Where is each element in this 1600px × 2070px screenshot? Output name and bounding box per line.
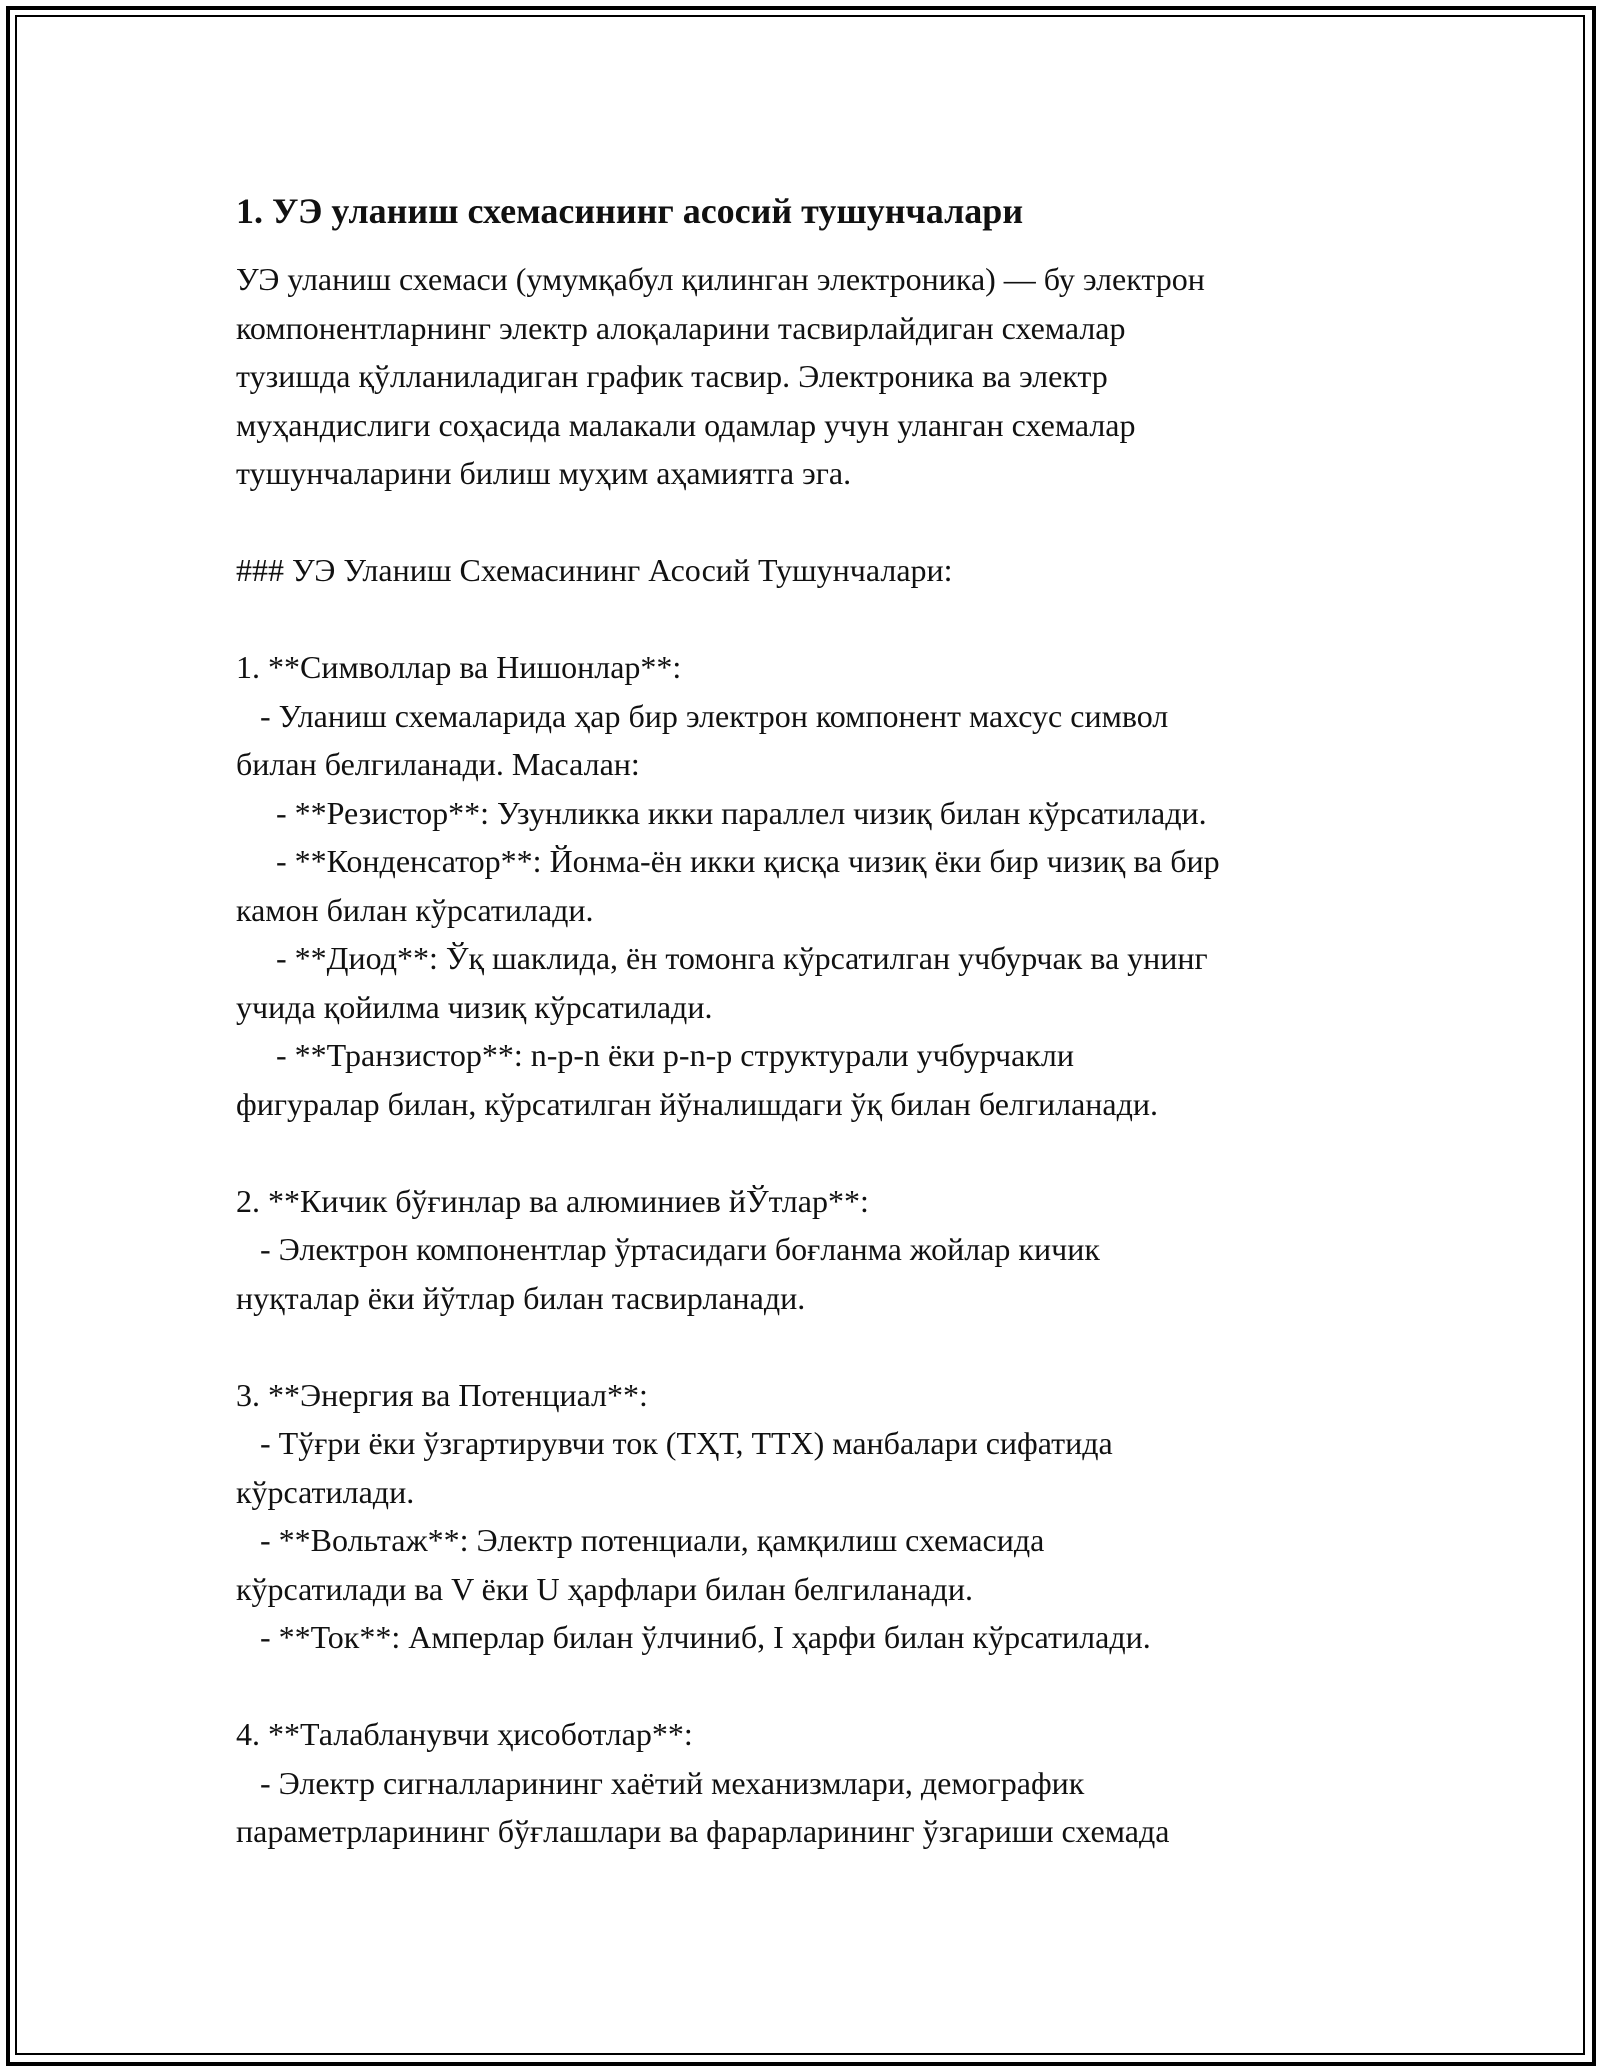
blank-line [236,1322,1376,1371]
text-line: параметрларининг бўғлашлари ва фарарларининг ўзгариши схемада [236,1813,1170,1849]
blank-line [236,498,1376,547]
text-line: нуқталар ёки йўтлар билан тасвирланади. [236,1279,806,1316]
blank-line [236,595,1376,644]
section-heading: 1. УЭ уланиш схемасининг асосий тушунчалари [236,191,1024,231]
text-line: 4. **Талабланувчи ҳисоботлар**: [236,1716,693,1752]
text-line: кўрсатилади. [236,1473,415,1510]
text-line: - Уланиш схемаларида ҳар бир электрон компонент махсус символ [236,697,1169,734]
text-line: - Электрон компонентлар ўртасидаги боғланма жойлар кичик [236,1231,1100,1267]
text-line: - **Конденсатор**: Йонма-ён икки қисқа чизиқ ёки бир чизиқ ва бир [236,843,1220,879]
text-line: - **Резистор**: Узунликка икки параллел чизиқ билан кўрсатилади. [236,794,1207,831]
text-line: - Электр сигналларининг хаётий механизмлари, демографик [236,1764,1085,1801]
text-line: билан белгиланади. Масалан: [236,746,640,782]
text-line: камон билан кўрсатилади. [236,891,594,928]
text-line: 1. **Символлар ва Нишонлар**: [236,649,682,685]
blank-line [236,1662,1376,1711]
text-line: 2. **Кичик бўғинлар ва алюминиев йЎтлар**: [236,1182,869,1219]
text-line: - **Транзистор**: n-p-n ёки p-n-p структурали учбурчакли [236,1037,1074,1073]
paragraph-lines [236,255,1376,1856]
text-line: ### УЭ Уланиш Схемасининг Асосий Тушунчалари: [236,552,953,588]
text-line: - Тўғри ёки ўзгартирувчи ток (ТҲТ, ТТХ) манбалари сифатида [236,1425,1113,1461]
text-line: - **Ток**: Амперлар билан ўлчиниб, I ҳарфи билан кўрсатилади. [236,1619,1151,1655]
text-line: тузишда қўлланиладиган график тасвир. Электроника ва электр [236,358,1108,394]
text-line: кўрсатилади ва V ёки U ҳарфлари билан белгиланади. [236,1570,973,1607]
text-line: тушунчаларини билиш муҳим аҳамиятга эга. [236,455,852,491]
text-line: муҳандислиги соҳасида малакали одамлар учун уланган схемалар [236,406,1136,443]
text-line: 3. **Энергия ва Потенциал**: [236,1376,648,1413]
text-line: УЭ уланиш схемаси (умумқабул қилинган электроника) — бу электрон [236,261,1205,297]
text-line: учида қойилма чизиқ кўрсатилади. [236,988,713,1025]
document-body [236,185,1376,1856]
text-line: фигуралар билан, кўрсатилган йўналишдаги ўқ билан белгиланади. [236,1085,1159,1122]
text-line: компонентларнинг электр алоқаларини тасвирлайдиган схемалар [236,309,1126,346]
blank-line [236,1128,1376,1177]
text-line: - **Диод**: Ўқ шаклида, ён томонга кўрсатилган учбурчак ва унинг [236,940,1208,976]
text-line: - **Вольтаж**: Электр потенциали, қамқилиш схемасида [236,1522,1045,1558]
